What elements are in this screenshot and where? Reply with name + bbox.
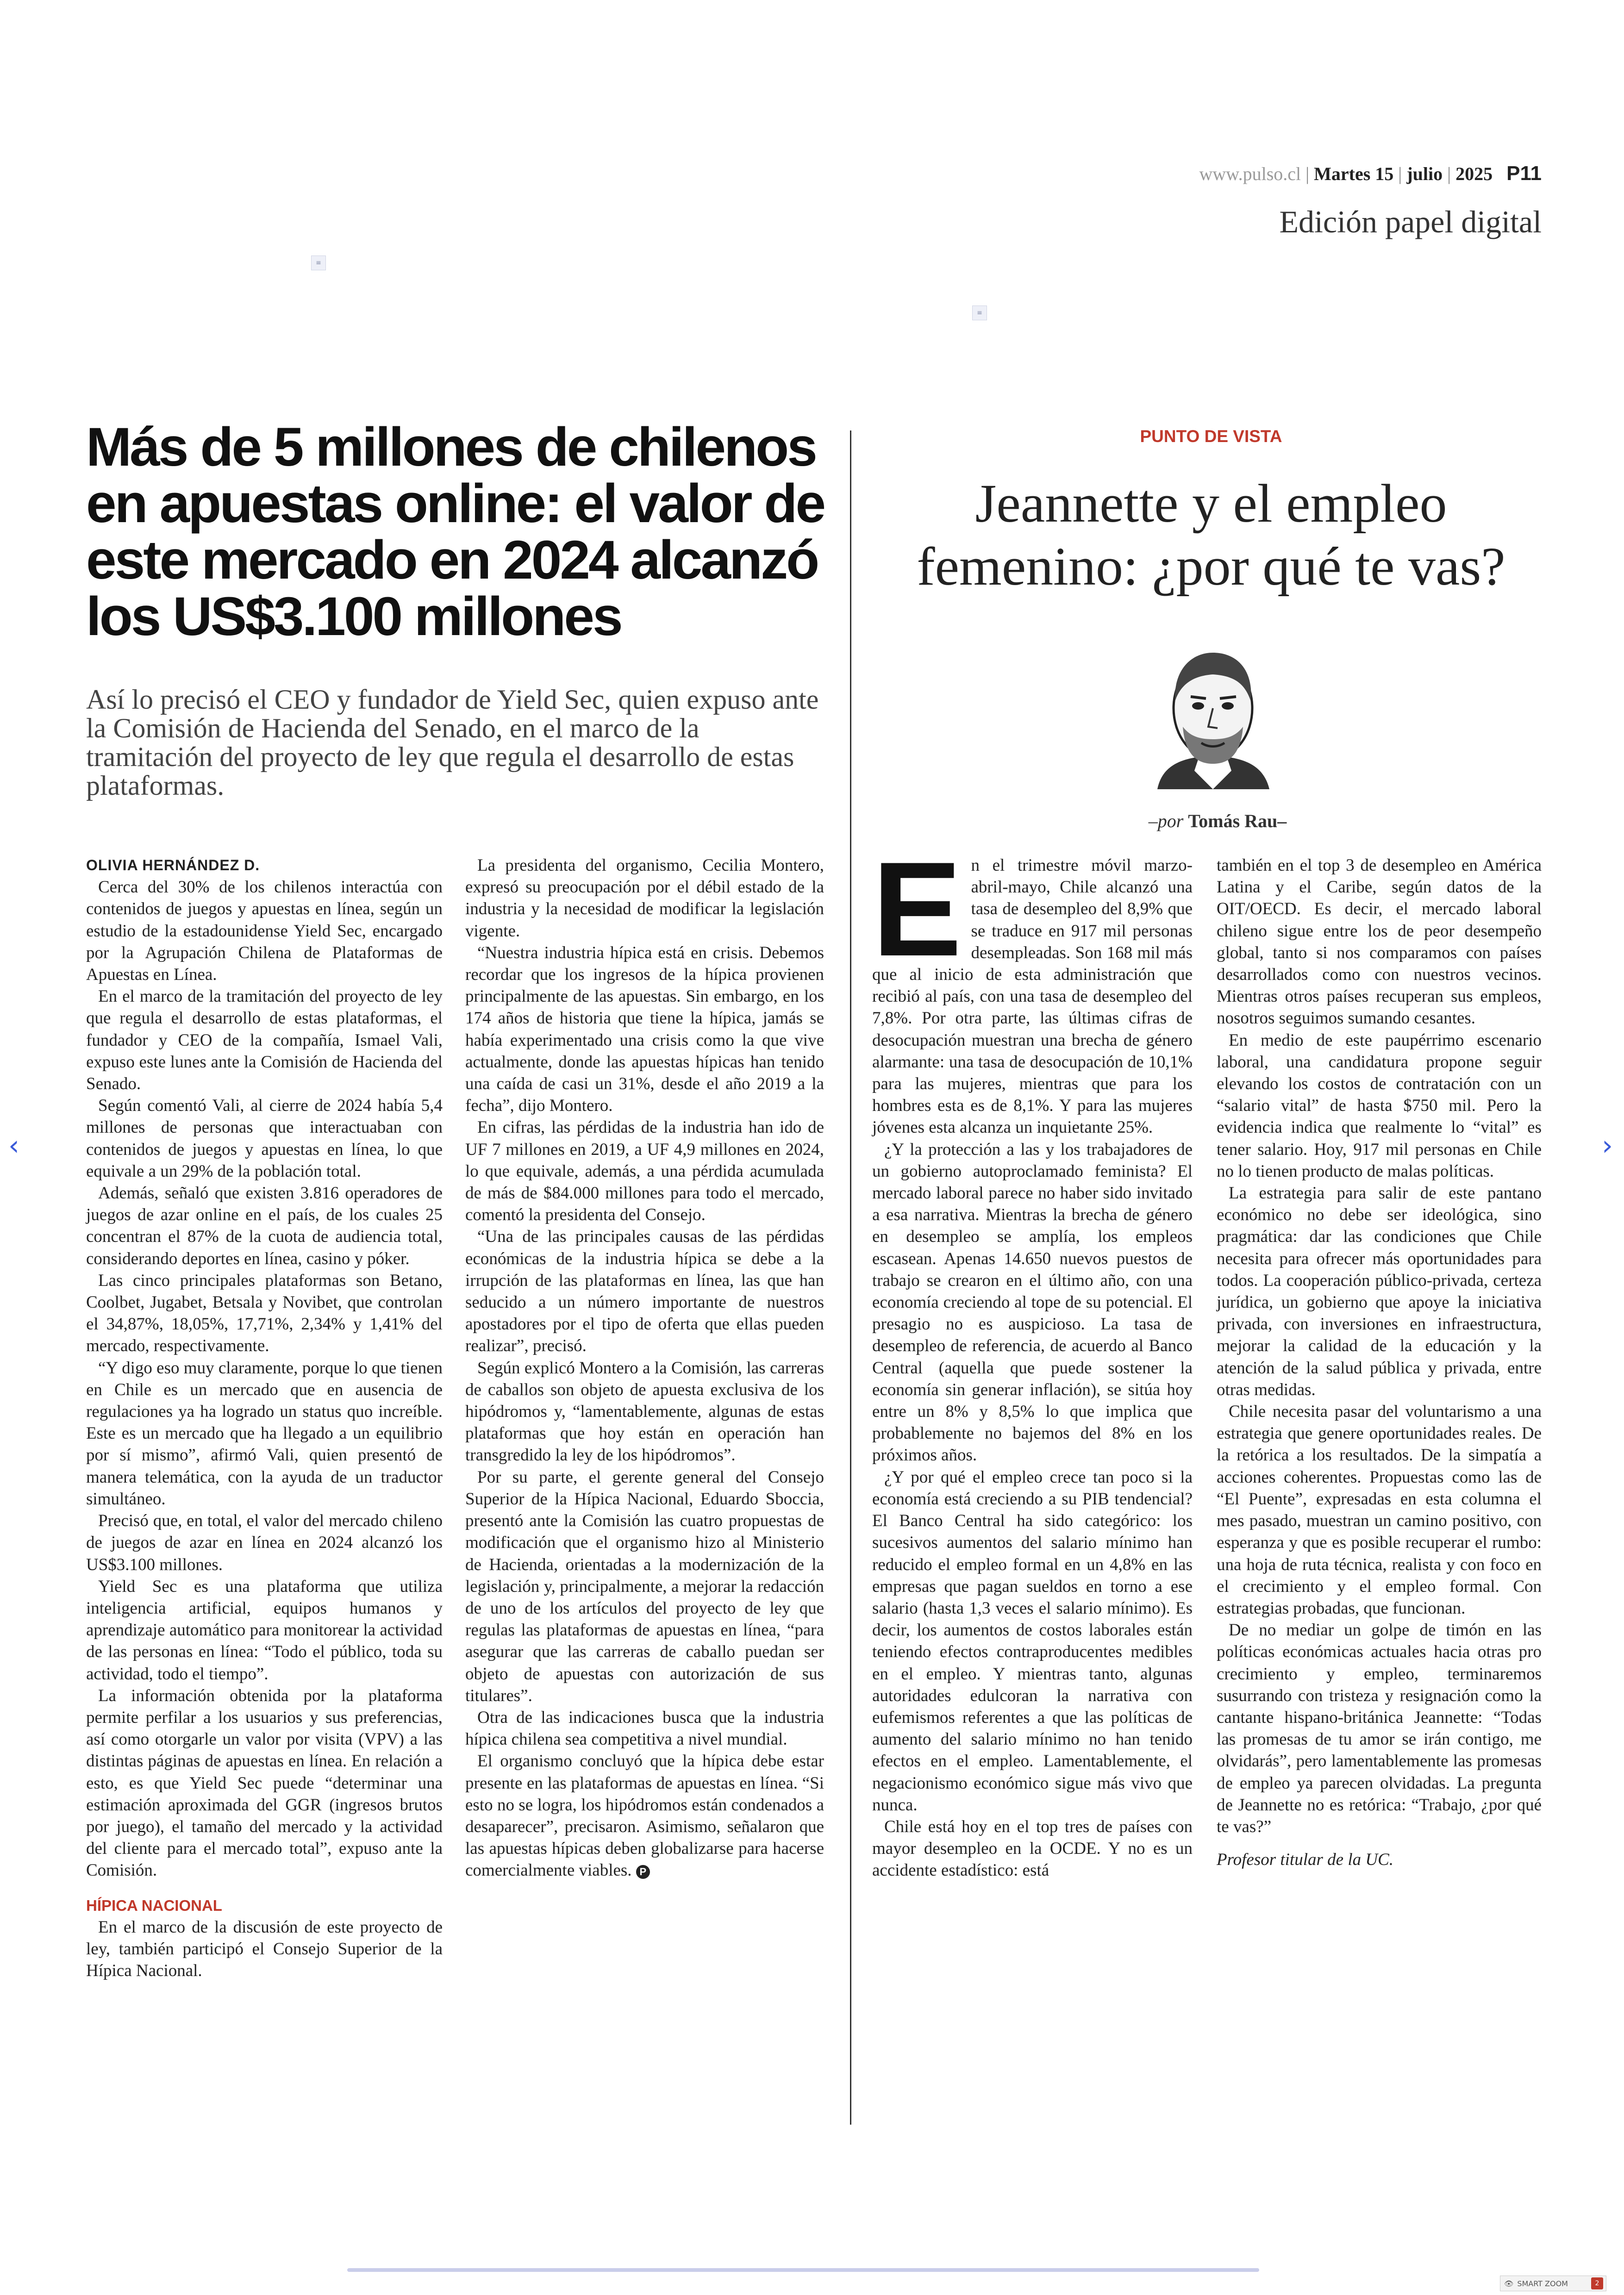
article-column-2 (465, 854, 824, 1882)
paragraph (465, 1750, 824, 1881)
paragraph: ¿Y la protección a las y los trabajadores de un gobierno autoproclamado feminista? El mercado laboral parece no haber sido invitado a esa narrativa. Mientras la brecha de género en desempleo se amplía, los empleos escasean. Apenas 14.650 nuevos puestos de trabajo se crearon en el último año, con una economía creciendo al tope de su potencial. El presagio no es auspicioso. La tasa de desempleo de referencia, de acuerdo al Banco Central (aquella que puede sostener la economía sin generar inflación), se sitúa hoy entre un 8% y 8,5% lo que implica que probablemente no bajemos del 8% en los próximos años. (872, 1140, 1193, 1465)
paragraph: “Una de las principales causas de las pérdidas económicas de la industria hípica se debe a la irrupción de las plataformas en línea, las que han seducido a un número importante de nuestros apostadores por el tipo de oferta que ellas pueden realizar”, precisó. (465, 1227, 824, 1356)
page-header: www.pulso.cl | Martes 15 | julio | 2025 P11 (1199, 162, 1542, 185)
header-day: Martes 15 (1314, 163, 1394, 184)
paragraph: “Y digo eso muy claramente, porque lo que tienen en Chile es un mercado que en ausencia de regulaciones ya ha logrado un status quo increíble. Este es un mercado que ha llegado a un equilibrio por sí mismo”, afirmó Vali, quien presentó de manera telemática, con la ayuda de un traductor simultáneo. (86, 1358, 443, 1509)
author-line (1102, 810, 1333, 832)
end-mark-icon: P (636, 1865, 650, 1879)
horizontal-scrollbar[interactable] (347, 2268, 1259, 2272)
section-label: PUNTO DE VISTA (1140, 427, 1282, 446)
article-subhead: HÍPICA NACIONAL (86, 1896, 222, 1914)
header-year: 2025 (1455, 163, 1493, 184)
paragraph: De no mediar un golpe de timón en las políticas económicas actuales hacia otras pro crecimiento y empleo, terminaremos susurrando con tristeza y resignación como la cantante hispano-británica Jeannette: “Todas las promesas de tu amor se irán contigo, me olvidarás”, pero lamentablemente las promesas de empleo ya parecen olvidadas. La pregunta de Jeannette no es retórica: “Trabajo, ¿por qué te vas?” (1217, 1621, 1542, 1836)
paragraph: ¿Y por qué el empleo crece tan poco si la economía está creciendo a su PIB tendencial? El Banco Central ha sido categórico: los sucesivos aumentos del salario mínimo han reducido el empleo formal en un 4,8% en las empresas que pagan sueldos en torno a ese salario (hasta 1,3 veces el salario mínimo). Es decir, los aumentos de costos laborales están teniendo efectos contraproducentes medibles en el empleo. Y mientras tanto, algunas autoridades edulcoran la narrativa con eufemismos referentes a que las políticas de aumento del salario mínimo no han tenido efectos en el empleo. Lamentablemente, el negacionismo económico sigue más vivo que nunca. (872, 1467, 1193, 1815)
column-divider (850, 430, 851, 2125)
paragraph: “Nuestra industria hípica está en crisis. Debemos recordar que los ingresos de la hípica provienen principalmente de las apuestas. Sin embargo, en los 174 años de historia que tiene la hípica, jamás se había experimentado una crisis como la que vive actualmente, donde las apuestas hípicas han tenido una caída de casi un 31%, desde el año 2019 a la fecha”, dijo Montero. (465, 943, 824, 1116)
paragraph: La estrategia para salir de este pantano económico no debe ser ideológica, sino pragmática: dar las condiciones que Chile necesita para ofrecer más oportunidades para todos. La cooperación público-privada, certeza jurídica, un gobierno que apoye la iniciativa privada, con inversiones en infraestructura, mejorar la calidad de la educación y la atención de la salud pública y privada, entre otras medidas. (1217, 1184, 1542, 1399)
paragraph: Chile necesita pasar del voluntarismo a una estrategia que genere oportunidades reales. De la retórica a los resultados. De la simpatía a acciones coherentes. Propuestas como las de “El Puente”, expresadas en esta columna el mes pasado, muestran un camino positivo, con esperanza y que es posible recuperar el rumbo: una hoja de ruta técnica, realista y con foco en el crecimiento y el empleo formal. Con estrategias probadas, que funcionan. (1217, 1402, 1542, 1618)
smart-zoom-button[interactable] (1500, 2276, 1606, 2291)
paragraph: Las cinco principales plataformas son Betano, Coolbet, Jugabet, Betsala y Novibet, que controlan el 34,87%, 18,05%, 17,71%, 2,34% y 1,41% del mercado, respectivamente. (86, 1271, 443, 1356)
paragraph: En medio de este paupérrimo escenario laboral, una candidatura propone seguir elevando los costos de contratación con un “salario vital” de hasta $750 mil. Pero la evidencia indica que realmente lo “vital” es tener salario. Hoy, 917 mil personas en Chile no lo tienen producto de malas políticas. (1217, 1030, 1542, 1181)
article-deck: Así lo precisó el CEO y fundador de Yield Sec, quien expuso ante la Comisión de Hacienda del Senado, en el marco de la tramitación del proyecto de ley que regula el desarrollo de estas plataformas. (86, 684, 819, 801)
edition-label: Edición papel digital (1279, 204, 1542, 239)
page-number: P11 (1506, 162, 1542, 185)
zoom-page-badge: 2 (1591, 2277, 1603, 2289)
paragraph: Cerca del 30% de los chilenos interactúa con contenidos de juegos y apuestas en línea, según un estudio de la estadounidense Yield Sec, encargado por la Agrupación Chilena de Plataformas de Apuestas en Línea. (86, 878, 443, 985)
article-headline: Más de 5 millones de chilenos en apuestas online: el valor de este mercado en 2024 alcanzó los US$3.100 millones (86, 417, 824, 647)
header-month: julio (1406, 163, 1443, 184)
paragraph: En el marco de la tramitación del proyecto de ley que regula el desarrollo de estas plataformas, el fundador y CEO de la compañía, Ismael Vali, expuso este lunes ante la Comisión de Hacienda del Senado. (86, 987, 443, 1094)
article-byline: OLIVIA HERNÁNDEZ D. (86, 857, 260, 873)
author-name: Tomás Rau– (1188, 811, 1287, 831)
site-url: www.pulso.cl (1199, 163, 1301, 184)
paragraph: La información obtenida por la plataforma permite perfilar a los usuarios y sus preferencias, así como otorgarle un valor por visita (VPV) a las distintas páginas de apuestas en línea. En relación a esto, es que Yield Sec puede “determinar una estimación aproximada del GGR (ingresos brutos por juego), el tamaño del mercado y la actividad del cliente para el mercado total”, expuso ante la Comisión. (86, 1686, 443, 1880)
paragraph: Chile está hoy en el top tres de países con mayor desempleo en la OCDE. Y no es un accidente estadístico: está (872, 1817, 1193, 1880)
paragraph-text: El organismo concluyó que la hípica debe estar presente en las plataformas de apuestas en línea. “Si esto no se logra, los hipódromos están condenados a desaparecer”, precisaron. Asimismo, señalaron que las apuestas hípicas deben globalizarse para hacerse comercialmente viables. (465, 1752, 824, 1880)
opinion-column-2 (1217, 854, 1542, 1871)
opinion-column-1 (872, 834, 1193, 1882)
paragraph-text: n el trimestre móvil marzo-abril-mayo, Chile alcanzó una tasa de desempleo del 8,9% que se traduce en 917 mil personas desempleadas. Son 168 mil más que al inicio de esta administración que recibió al país, con una tasa de desempleo del 7,8%. Por otra parte, las últimas cifras de desocupación muestran una brecha de género alarmante: una tasa de desocupación de 10,1% para las mujeres, mientras que para los hombres esta es de 8,1%. Y para las mujeres jóvenes esta alcanza un inquietante 25%. (872, 856, 1193, 1137)
prev-page-arrow-icon[interactable]: ‹ (8, 1129, 19, 1162)
drop-cap: E (872, 834, 962, 984)
paragraph: Yield Sec es una plataforma que utiliza inteligencia artificial, equipos humanos y aprendizaje automático para monitorear la actividad de las personas en línea: “Todo el público, toda su actividad, todo el tiempo”. (86, 1577, 443, 1684)
paragraph: En cifras, las pérdidas de la industria han ido de UF 7 millones en 2019, a UF 4,9 millones en 2024, lo que equivale, además, a una pérdida acumulada de más de $84.000 millones para todo el mercado, comentó la presidenta del Consejo. (465, 1118, 824, 1225)
paragraph: Según explicó Montero a la Comisión, las carreras de caballos son objeto de apuesta exclusiva de los hipódromos y, “lamentablemente, algunas de estas plataformas que hoy están en operación han transgredido la ley de los hipódromos”. (465, 1358, 824, 1465)
author-signature: Profesor titular de la UC. (1217, 1850, 1393, 1870)
paragraph: también en el top 3 de desempleo en América Latina y el Caribe, según datos de la OIT/OECD. Es decir, el mercado laboral chileno sigue entre los de peor desempeño global, tanto si nos comparamos con países desarrollados como con nuestros vecinos. Mientras otros países recuperan sus empleos, nosotros seguimos sumando cesantes. (1217, 856, 1542, 1028)
eye-icon: 👁 (1504, 2279, 1514, 2288)
paragraph: Según comentó Vali, al cierre de 2024 había 5,4 millones de personas que interactuaban con contenidos de juegos y apuestas en línea, lo que equivale a un 29% de la población total. (86, 1096, 443, 1181)
paragraph: La presidenta del organismo, Cecilia Montero, expresó su preocupación por el débil estado de la industria y la necesidad de modificar la legislación vigente. (465, 856, 824, 941)
note-marker-icon[interactable]: ≡ (311, 256, 326, 270)
article-column-1 (86, 854, 443, 1982)
note-marker-icon[interactable]: ≡ (972, 306, 987, 320)
author-prefix: –por (1148, 811, 1184, 831)
paragraph: Otra de las indicaciones busca que la industria hípica chilena sea competitiva a nivel mundial. (465, 1708, 824, 1749)
paragraph: Además, señaló que existen 3.816 operadores de juegos de azar online en el país, de los cuales 25 concentran el 87% de la cuota de audiencia total, considerando deportes en línea, casino y póker. (86, 1184, 443, 1268)
paragraph: En el marco de la discusión de este proyecto de ley, también participó el Consejo Superior de la Hípica Nacional. (86, 1917, 443, 1981)
author-portrait (1148, 632, 1278, 789)
paragraph: Precisó que, en total, el valor del mercado chileno de juegos de azar en línea en 2024 alcanzó los US$3.100 millones. (86, 1511, 443, 1574)
next-page-arrow-icon[interactable]: › (1602, 1129, 1613, 1162)
zoom-label: SMART ZOOM (1517, 2279, 1568, 2288)
opinion-title: Jeannette y el empleo femenino: ¿por qué te vas? (917, 473, 1505, 597)
paragraph: Por su parte, el gerente general del Consejo Superior de la Hípica Nacional, Eduardo Sboccia, presentó ante la Comisión las cuatro propuestas de modificación que el organismo hizo al Ministerio de Hacienda, orientadas a la modernización de la legislación y, principalmente, a mejorar la redacción de uno de los artículos del proyecto de ley que regulas las plataformas de apuestas en línea, “para asegurar que las carreras de caballo puedan ser objeto de apuestas con autorización de sus titulares”. (465, 1467, 824, 1705)
